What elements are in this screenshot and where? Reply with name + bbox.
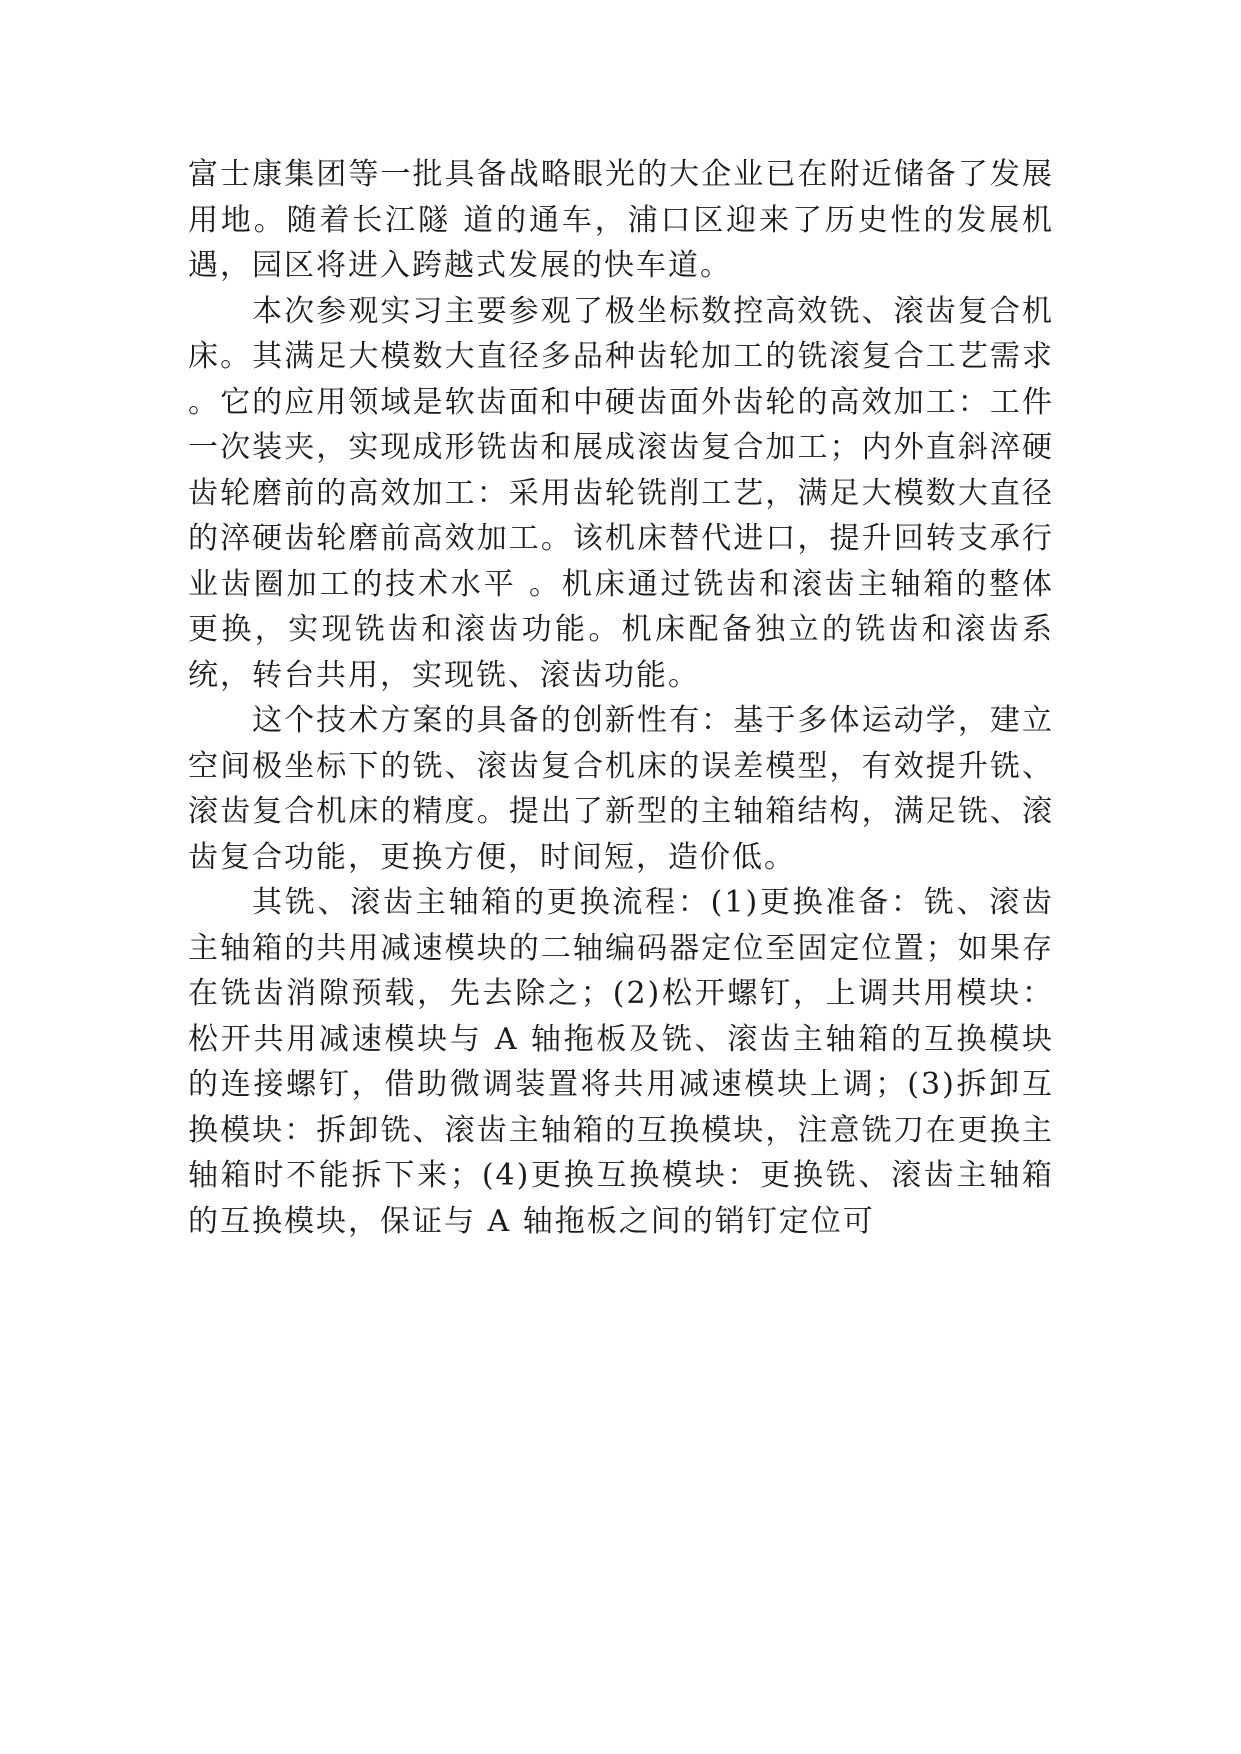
paragraph-1: 富士康集团等一批具备战略眼光的大企业已在附近储备了发展用地。随着长江隧 道的通车，浦口区迎来了历史性的发展机遇，园区将进入跨越式发展的快车道。 bbox=[188, 157, 1054, 283]
body-text bbox=[188, 152, 1054, 1244]
paragraph-2: 本次参观实习主要参观了极坐标数控高效铣、滚齿复合机床。其满足大模数大直径多品种齿轮加工的铣滚复合工艺需求 。它的应用领域是软齿面和中硬齿面外齿轮的高效加工：工件一次装夹，实现成形铣齿和展成滚齿复合加工；内外直斜淬硬齿轮磨前的高效加工：采用齿轮铣削工艺，满足大模数大直径的淬硬齿轮磨前高效加工。该机床替代进口，提升回转支承行业齿圈加工的技术水平 。机床通过铣齿和滚齿主轴箱的整体更换，实现铣齿和滚齿功能。机床配备独立的铣齿和滚齿系统，转台共用，实现铣、滚齿功能。 bbox=[188, 293, 1054, 693]
paragraph-3: 这个技术方案的具备的创新性有：基于多体运动学，建立空间极坐标下的铣、滚齿复合机床的误差模型，有效提升铣、滚齿复合机床的精度。提出了新型的主轴箱结构，满足铣、滚齿复合功能，更换方便，时间短，造价低。 bbox=[188, 703, 1054, 875]
paragraph-4: 其铣、滚齿主轴箱的更换流程：(1)更换准备：铣、滚齿主轴箱的共用减速模块的二轴编码器定位至固定位置；如果存在铣齿消隙预载，先去除之；(2)松开螺钉，上调共用模块：松开共用减速模块与 A 轴拖板及铣、滚齿主轴箱的互换模块的连接螺钉，借助微调装置将共用减速模块上调；(3)拆卸互换模块：拆卸铣、滚齿主轴箱的互换模块，注意铣刀在更换主轴箱时不能拆下来；(4)更换互换模块：更换铣、滚齿主轴箱的互换模块，保证与 A 轴拖板之间的销钉定位可 bbox=[188, 885, 1054, 1239]
